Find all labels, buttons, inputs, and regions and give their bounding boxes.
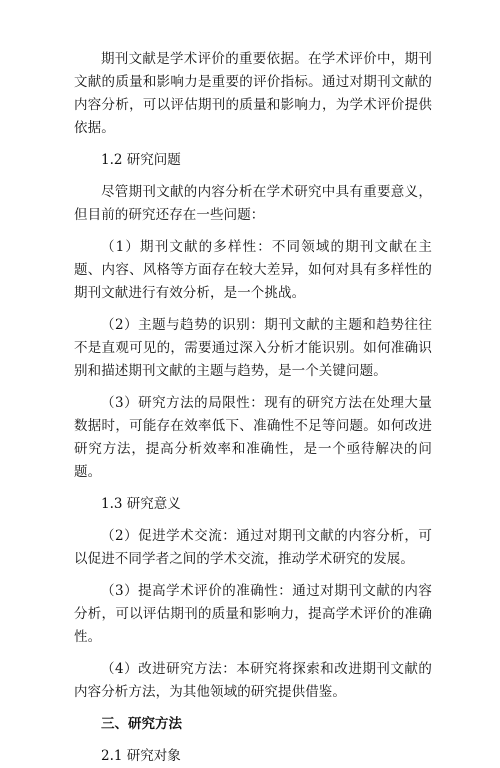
paragraph-problem-trends: （2）主题与趋势的识别：期刊文献的主题和趋势往往不是直观可见的，需要通过深入分析才能识别。如何准确识别和描述期刊文献的主题与趋势，是一个关键问题。 xyxy=(74,317,432,379)
document-body xyxy=(74,48,432,768)
paragraph-research-problems-intro: 尽管期刊文献的内容分析在学术研究中具有重要意义，但目前的研究还存在一些问题： xyxy=(74,184,432,223)
section-heading-2-1: 2.1 研究对象 xyxy=(101,748,181,764)
paragraph-significance-methods: （4）改进研究方法：本研究将探索和改进期刊文献的内容分析方法，为其他领域的研究提供借鉴。 xyxy=(74,661,432,700)
paragraph-significance-exchange: （2）促进学术交流：通过对期刊文献的内容分析，可以促进不同学者之间的学术交流，推动学术研究的发展。 xyxy=(74,528,432,567)
paragraph-problem-diversity: （1）期刊文献的多样性：不同领域的期刊文献在主题、内容、风格等方面存在较大差异，如何对具有多样性的期刊文献进行有效分析，是一个挑战。 xyxy=(74,239,432,301)
section-heading-1-2: 1.2 研究问题 xyxy=(101,152,181,168)
paragraph-problem-methods: （3）研究方法的局限性：现有的研究方法在处理大量数据时，可能存在效率低下、准确性不足等问题。如何改进研究方法，提高分析效率和准确性，是一个亟待解决的问题。 xyxy=(74,395,432,480)
chapter-heading-research-methods: 三、研究方法 xyxy=(101,716,182,732)
paragraph-significance-accuracy: （3）提高学术评价的准确性：通过对期刊文献的内容分析，可以评估期刊的质量和影响力，提高学术评价的准确性。 xyxy=(74,583,432,645)
paragraph-academic-evaluation: 期刊文献是学术评价的重要依据。在学术评价中，期刊文献的质量和影响力是重要的评价指标。通过对期刊文献的内容分析，可以评估期刊的质量和影响力，为学术评价提供依据。 xyxy=(74,51,432,136)
section-heading-1-3: 1.3 研究意义 xyxy=(101,496,181,512)
